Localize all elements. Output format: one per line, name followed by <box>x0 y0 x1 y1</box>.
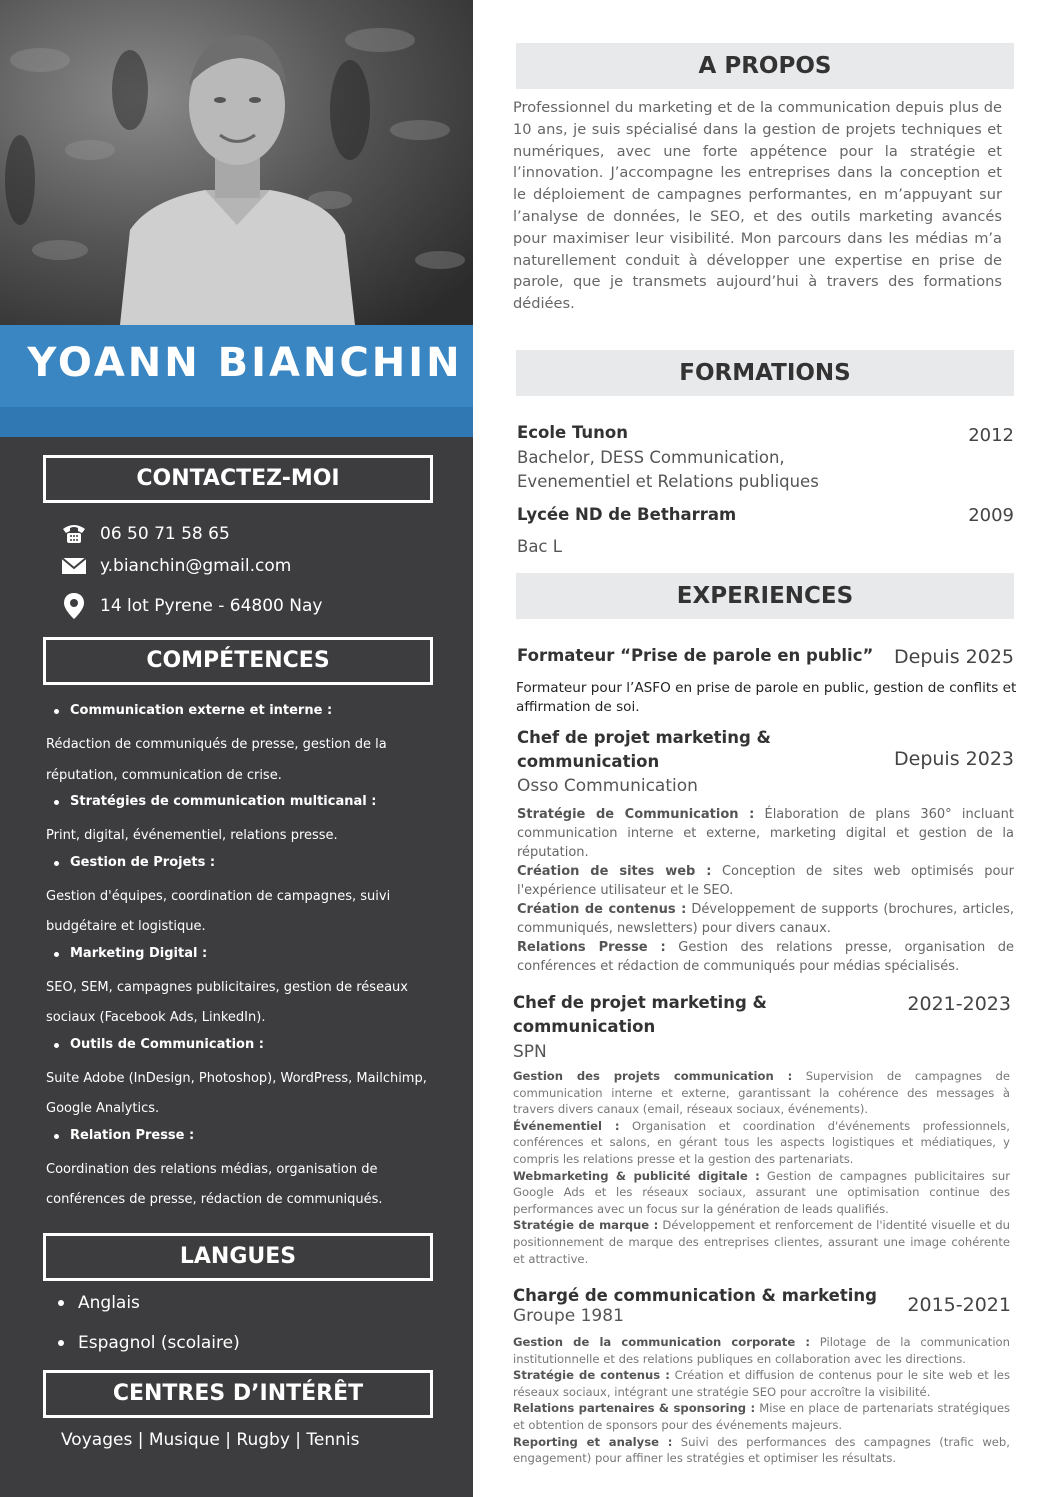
email-address: y.bianchin@gmail.com <box>100 556 292 576</box>
about-text: Professionnel du marketing et de la communication depuis plus de 10 ans, je suis spécialisé dans la gestion de projets techniques et numériques, avec une forte appétence pour la stratégie et l’innovation. J’accompagne les entreprises dans la conception et le déploiement de campagnes performantes, en m’appuyant sur l’analyse de données, le SEO, et des outils marketing avancés pour maximiser leur visibilité. Mon parcours dans les médias m’a naturellement conduit à développer une expertise en prise de parole, que je transmets aujourd’hui à travers des formations dédiées. <box>513 99 1002 313</box>
skill-description: SEO, SEM, campagnes publicitaires, gestion de réseaux <box>46 979 408 995</box>
experience-detail-item <box>513 1367 1010 1400</box>
experience-title: Chef de projet marketing & <box>517 728 771 747</box>
skill-description: Suite Adobe (InDesign, Photoshop), WordPress, Mailchimp, <box>46 1070 427 1086</box>
experience-date: 2015-2021 <box>907 1294 1011 1316</box>
experience-details <box>513 1068 1010 1267</box>
skill-title: Relation Presse : <box>46 1125 461 1155</box>
experience-date: Depuis 2023 <box>894 748 1014 770</box>
experience-detail-item <box>513 1068 1010 1118</box>
interests-title: CENTRES D’INTÉRÊT <box>43 1370 433 1418</box>
experience-detail-item <box>513 1400 1010 1433</box>
about-title: A PROPOS <box>516 43 1014 89</box>
detail-text: Gestion de campagnes publicitaires sur Google Ads et les réseaux sociaux, assurant une optimisation continue des performances avec un focus sur la génération de leads qualifiés. <box>513 1168 1010 1216</box>
experience-detail-item <box>513 1334 1010 1367</box>
skill-description: sociaux (Facebook Ads, LinkedIn). <box>46 1010 266 1025</box>
formation-year: 2012 <box>968 425 1014 446</box>
detail-text: Création et diffusion de contenus pour le site web et les réseaux sociaux, intégrant une stratégie SEO pour accroître la visibilité. <box>513 1368 1010 1399</box>
experience-title: Chef de projet marketing & <box>513 993 767 1012</box>
candidate-name: YOANN BIANCHIN <box>27 340 463 386</box>
experience-detail-item <box>513 1434 1010 1467</box>
detail-text: Élaboration de plans 360° incluant communication interne et externe, marketing digital et gestion de la réputation. <box>517 807 1014 860</box>
name-banner-lower <box>0 407 473 437</box>
experience-details <box>513 1334 1010 1467</box>
skill-description: réputation, communication de crise. <box>46 767 282 783</box>
formation-degree: Bachelor, DESS Communication, <box>517 448 785 467</box>
skill-title: Stratégies de communication multicanal : <box>46 791 461 821</box>
phone-number: 06 50 71 58 65 <box>100 524 230 544</box>
experience-detail-item <box>513 1118 1010 1168</box>
interests-text: Voyages | Musique | Rugby | Tennis <box>61 1430 360 1450</box>
experience-title: Formateur “Prise de parole en public” <box>517 646 874 665</box>
detail-text: Gestion des relations presse, organisation de conférences et rédaction de communiqués pour médias spécialisés. <box>517 940 1015 974</box>
skills-list <box>46 700 461 1216</box>
experience-date: 2021-2023 <box>907 993 1011 1015</box>
formation-degree: Bac L <box>517 537 562 556</box>
location-pin-icon <box>60 592 88 620</box>
detail-text: Pilotage de la communication institutionnelle et des relations publiques en collaboration avec les directions. <box>513 1335 1010 1366</box>
detail-label: Création de sites web : <box>517 864 712 879</box>
skill-description: Print, digital, événementiel, relations presse. <box>46 828 338 843</box>
experience-details <box>517 805 1014 976</box>
languages-title: LANGUES <box>43 1233 433 1281</box>
experience-date: Depuis 2025 <box>894 646 1014 668</box>
formations-title: FORMATIONS <box>516 350 1014 396</box>
skill-description: budgétaire et logistique. <box>46 919 206 934</box>
languages-list <box>58 1290 240 1370</box>
profile-photo <box>0 0 473 325</box>
detail-label: Relations partenaires & sponsoring : <box>513 1401 756 1416</box>
contact-address <box>60 592 322 620</box>
contact-phone <box>60 523 230 545</box>
formation-year: 2009 <box>968 505 1014 526</box>
skill-description: conférences de presse, rédaction de communiqués. <box>46 1192 383 1207</box>
detail-label: Stratégie de Communication : <box>517 807 755 822</box>
skill-description: Gestion d'équipes, coordination de campagnes, suivi <box>46 888 391 904</box>
detail-text: Suivi des performances des campagnes (trafic web, engagement) pour affiner les stratégies et optimiser les résultats. <box>513 1434 1010 1466</box>
experience-title: communication <box>513 1017 656 1036</box>
detail-label: Stratégie de contenus : <box>513 1368 670 1383</box>
skill-title: Communication externe et interne : <box>46 700 461 730</box>
experience-company: Groupe 1981 <box>513 1306 624 1326</box>
detail-label: Gestion de la communication corporate : <box>513 1335 810 1349</box>
detail-label: Création de contenus : <box>517 902 687 917</box>
experience-title: Chargé de communication & marketing <box>513 1286 877 1305</box>
detail-label: Gestion des projets communication : <box>513 1069 793 1083</box>
portrait-illustration <box>0 0 473 325</box>
formation-school: Ecole Tunon <box>517 423 628 442</box>
skill-title: Marketing Digital : <box>46 943 461 973</box>
skill-title: Gestion de Projets : <box>46 852 461 882</box>
experience-detail-item <box>517 900 1014 938</box>
formation-degree: Evenementiel et Relations publiques <box>517 472 819 491</box>
skill-title: Outils de Communication : <box>46 1034 461 1064</box>
detail-label: Relations Presse : <box>517 940 666 955</box>
skill-description: Google Analytics. <box>46 1101 160 1116</box>
detail-text: Mise en place de partenariats stratégiques et obtention de sponsors pour des événements majeurs. <box>513 1401 1010 1432</box>
detail-label: Stratégie de marque : <box>513 1218 659 1233</box>
experience-title: communication <box>517 752 660 771</box>
language-item: Anglais <box>58 1290 240 1330</box>
experiences-title: EXPERIENCES <box>516 573 1014 619</box>
detail-text: Conception de sites web optimisés pour l'expérience utilisateur et le SEO. <box>517 864 1014 898</box>
experience-detail-item <box>513 1168 1010 1218</box>
language-item: Espagnol (scolaire) <box>58 1330 240 1370</box>
detail-label: Reporting et analyse : <box>513 1434 673 1449</box>
experience-detail-item <box>517 938 1014 976</box>
experience-company: SPN <box>513 1042 547 1062</box>
detail-text: Développement et renforcement de l'identité visuelle et du positionnement de marque des entreprises clientes, assurant une image cohérente et attractive. <box>513 1218 1011 1266</box>
contact-title: CONTACTEZ-MOI <box>43 455 433 503</box>
experience-description: Formateur pour l’ASFO en prise de parole en public, gestion de conflits et affirmation de soi. <box>516 680 1017 715</box>
detail-label: Événementiel : <box>513 1118 620 1133</box>
postal-address: 14 lot Pyrene - 64800 Nay <box>100 596 323 616</box>
contact-email <box>60 556 291 576</box>
skill-description: Rédaction de communiqués de presse, gestion de la <box>46 737 387 752</box>
phone-icon <box>60 523 88 545</box>
detail-text: Développement de supports (brochures, articles, communiqués, newsletters) pour divers canaux. <box>517 902 1015 936</box>
experience-detail-item <box>517 862 1014 900</box>
envelope-icon <box>60 556 88 576</box>
detail-text: Organisation et coordination d'événements professionnels, conférences et salons, en gérant tous les aspects logistiques et médiatiques, y compris les relations presse et la gestion des partenariats. <box>513 1118 1010 1166</box>
skill-description: Coordination des relations médias, organisation de <box>46 1161 378 1177</box>
skills-title: COMPÉTENCES <box>43 637 433 685</box>
detail-text: Supervision de campagnes de communication interne et externe, garantissant la cohérence des messages à travers divers canaux (email, réseaux sociaux, événements). <box>513 1069 1010 1117</box>
experience-company: Osso Communication <box>517 776 698 796</box>
experience-detail-item <box>513 1217 1010 1267</box>
experience-detail-item <box>517 805 1014 862</box>
detail-label: Webmarketing & publicité digitale : <box>513 1168 760 1183</box>
formation-school: Lycée ND de Betharram <box>517 505 737 524</box>
